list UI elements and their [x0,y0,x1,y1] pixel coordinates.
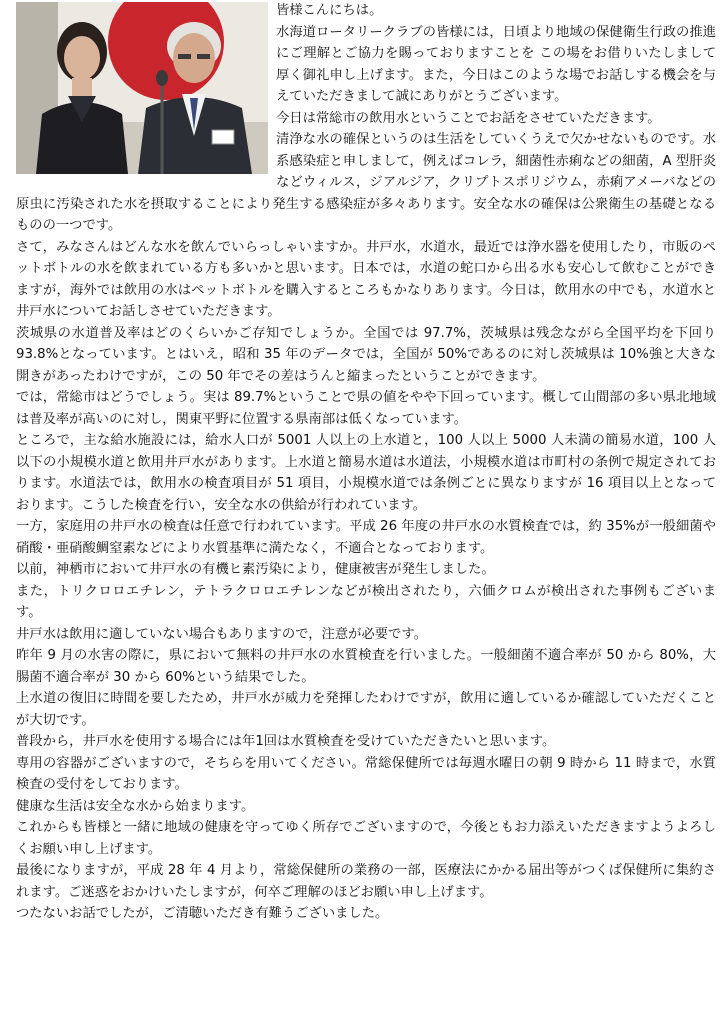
paragraph-annual-check: 普段から，井戸水を使用する場合には年1回は水質検査を受けていただきたいと思います。 [16,734,556,749]
paragraph-prefecture-rate: 茨城県の水道普及率はどのくらいかご存知でしょうか。全国では 97.7%，茨城県は残念ながら全国平均を下回り 93.8%となっています。とはいえ，昭和 35 年のデータでは，全国が 50%であるのに対し茨城県は 10%強と大きな開きがあったわけですが，この 50 年でその差はうんと縮まったということができます。 [16,325,716,384]
paragraph-well-inspection: 一方，家庭用の井戸水の検査は任意で行われています。平成 26 年度の井戸水の水質検査では，約 35%が一般細菌や硝酸・亜硝酸鯛窒素などにより水質基準に満たなく，不適合となっております。 [16,519,716,556]
paragraph-kamisu-case: 以前，神栖市において井戸水の有機ヒ素汚染により，健康被害が発生しました。 [16,562,495,577]
paragraph-container: 専用の容器がございますので，そちらを用いてください。常総保健所では毎週水曜日の朝 9 時から 11 時まで，水質検査の受付をしております。 [16,755,716,792]
speech-document [16,0,716,925]
paragraph-flood-inspection: 昨年 9 月の水害の際に，県において無料の井戸水の水質検査を行いました。一般細菌不適合率が 50 から 80%，大腸菌不適合率が 30 から 60%という結果でした。 [16,648,716,685]
paragraph-recovery: 上水道の復旧に時間を要したため，井戸水が威力を発揮したわけですが，飲用に適しているか確認していただくことが大切です。 [16,691,716,728]
paragraph-chemical-cases: また，トリクロロエチレン，テトラクロロエチレンなどが検出されたり，六価クロムが検出された事例もございます。 [16,583,716,620]
paragraph-drinking-water: さて，みなさんはどんな水を飲んでいらっしゃいますか。井戸水，水道水，最近では浄水器を使用したり，市販のペットボトルの水を飲まれている方も多いかと思います。日本では，水道の蛇口から出る水も安心して飲むことができますが，海外では飲用の水はペットボトルを購入するところもかなりあります。今日は，飲用水の中でも，水道水と井戸水についてお話しさせていただきます。 [16,239,716,319]
paragraph-healthy-life: 健康な生活は安全な水から始まります。 [16,798,255,814]
paragraph-greeting: 皆様こんにちは。 [276,3,383,18]
speaker-photo-illustration [16,2,268,174]
paragraph-water-facilities: ところで，主な給水施設には，給水人口が 5001 人以上の上水道と，100 人以上 5000 人未満の簡易水道，100 人以下の小規模水道と飲用井戸水があります。上水道と簡易水道は水道法，小規模水道は市町村の条例で規定されております。水道法では，飲用水の検査項目が 51 項目，小規模水道では条例ごとに異なりますが 16 項目以上となっております。こうした検査を行い，安全な水の供給が行われています。 [16,433,716,513]
paragraph-topic: 今日は常総市の飲用水ということでお話をさせていただきます。 [276,110,661,126]
paragraph-cooperation: これからも皆様と一緒に地域の健康を守ってゆく所存でございますので，今後ともお力添えいただきますようよろしくお願い申し上げます。 [16,820,716,857]
paragraph-closing: つたないお話でしたが，ご清聴いただき有難うございました。 [16,906,389,921]
paragraph-water-importance: 清浄な水の確保というのは生活をしていくうえで欠かせないものです。水系感染症と申しまして，例えばコレラ，細菌性赤痢などの細菌，A 型肝炎などウィルス，ジアルジア，クリプトスポリジウム，赤痢アメーバなどの原虫に汚染された水を摂取することにより発生する感染症が多々あります。安全な水の確保は公衆衛生の基礎となるものの一つです。 [16,132,716,233]
paragraph-office-change: 最後になりますが，平成 28 年 4 月より，常総保健所の業務の一部，医療法にかかる届出等がつくば保健所に集約されます。ご迷惑をおかけいたしますが，何卒ご理解のほどお願い申し上げます。 [16,863,716,900]
paragraph-city-rate: では，常総市はどうでしょう。実は 89.7%ということで県の値をやや下回っています。概して山間部の多い県北地域は普及率が高いのに対し，関東平野に位置する県南部は低くなっています。 [16,390,716,427]
paragraph-thanks: 水海道ロータリークラブの皆様には，日頃より地域の保健衛生行政の推進にご理解とご協力を賜っておりますことを この場をお借りいたしまして厚く御礼申し上げます。また，今日はこのような場でお話しする機会を与えていただきまして誠にありがとうございます。 [276,24,716,104]
speaker-photo [16,2,268,174]
paragraph-caution: 井戸水は飲用に適していない場合もありますので，注意が必要です。 [16,626,427,642]
